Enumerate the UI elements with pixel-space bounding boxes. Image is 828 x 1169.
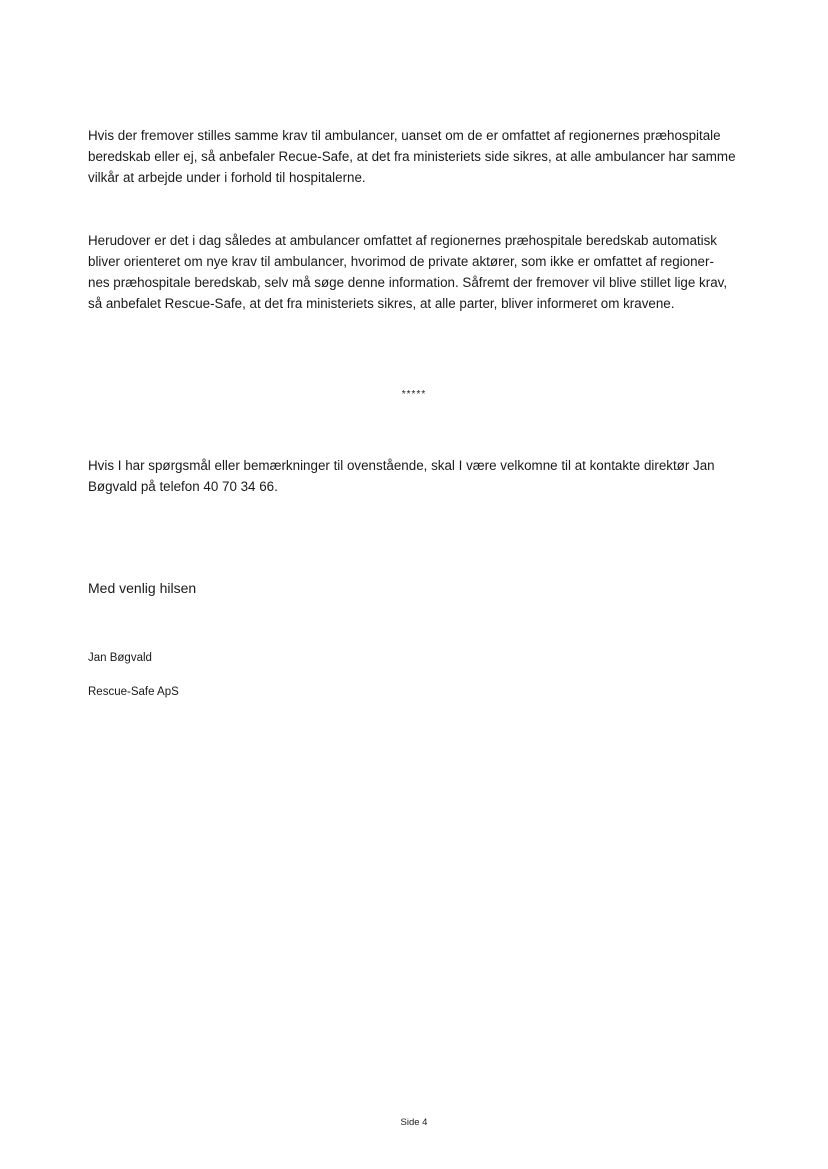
section-separator: *****	[401, 389, 427, 400]
signature-name: Jan Bøgvald	[88, 652, 152, 664]
paragraph-line: Hvis I har spørgsmål eller bemærkninger til ovenstående, skal I være velkomne til at kontakte direktør Jan	[88, 458, 715, 473]
closing-greeting: Med venlig hilsen	[88, 580, 197, 596]
paragraph-line: Hvis der fremover stilles samme krav til ambulancer, uanset om de er omfattet af regionernes præhospitale	[88, 128, 721, 143]
paragraph-line: Herudover er det i dag således at ambulancer omfattet af regionernes præhospitale beredskab automatisk	[88, 233, 717, 248]
paragraph-contact-info	[88, 455, 768, 497]
paragraph-information-requirements	[88, 230, 768, 314]
paragraph-line: nes præhospitale beredskab, selv må søge denne information. Såfremt der fremover vil blive stillet lige krav,	[88, 275, 728, 290]
paragraph-line: vilkår at arbejde under i forhold til hospitalerne.	[88, 170, 366, 185]
paragraph-ambulance-requirements	[88, 125, 768, 188]
paragraph-line: bliver orienteret om nye krav til ambulancer, hvorimod de private aktører, som ikke er omfattet af regioner-	[88, 254, 714, 269]
signature-company: Rescue-Safe ApS	[88, 686, 179, 698]
paragraph-line: Bøgvald på telefon 40 70 34 66.	[88, 479, 278, 494]
paragraph-line: beredskab eller ej, så anbefaler Recue-Safe, at det fra ministeriets side sikres, at alle ambulancer har samme	[88, 149, 736, 164]
page-number-footer: Side 4	[400, 1117, 428, 1128]
paragraph-line: så anbefalet Rescue-Safe, at det fra ministeriets sikres, at alle parter, bliver informeret om kravene.	[88, 296, 675, 311]
